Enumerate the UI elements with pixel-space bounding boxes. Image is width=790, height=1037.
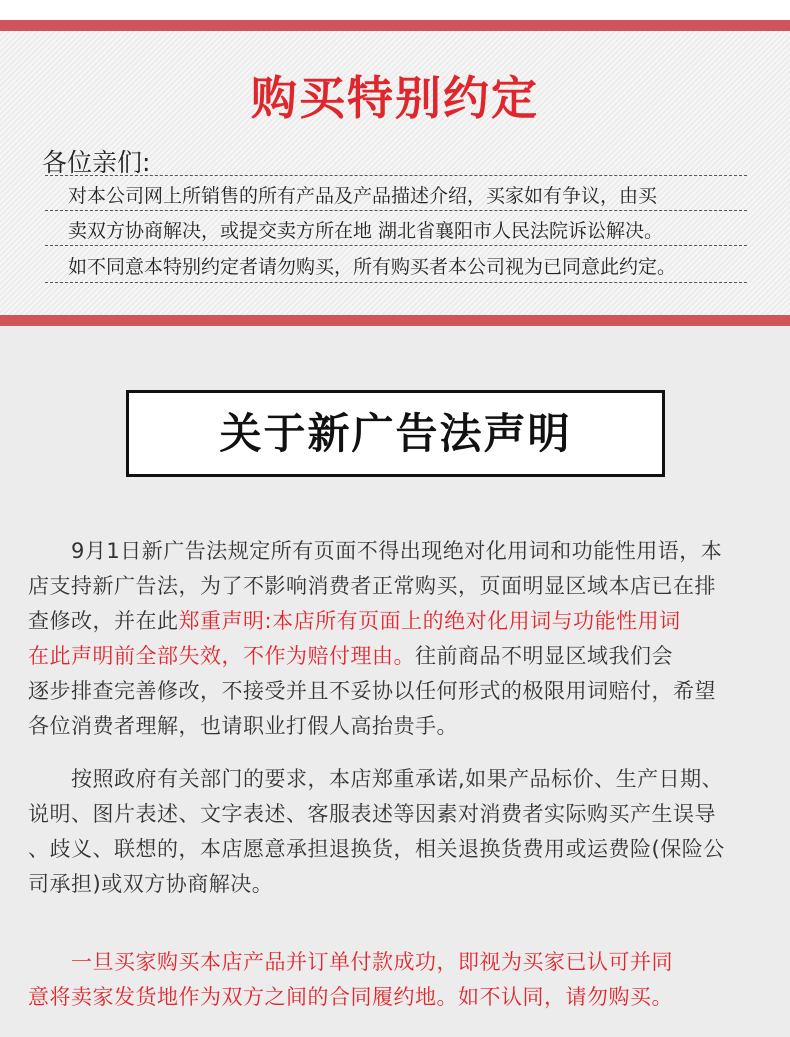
divider bbox=[45, 245, 747, 246]
paragraph-line: 按照政府有关部门的要求，本店郑重承诺,如果产品标价、生产日期、 bbox=[28, 767, 724, 791]
paragraph-line: 说明、图片表述、文字表述、客服表述等因素对消费者实际购买产生误导 bbox=[28, 802, 716, 826]
paragraph-line: 、歧义、联想的，本店愿意承担退换货，相关退换货费用或运费险(保险公 bbox=[28, 837, 725, 861]
highlighted-text: 郑重声明:本店所有页面上的绝对化用词与功能性用词 bbox=[178, 609, 681, 633]
text: 查修改，并在此 bbox=[28, 609, 179, 633]
paragraph-line bbox=[28, 640, 673, 670]
paragraph-line: 各位消费者理解，也请职业打假人高抬贵手。 bbox=[28, 714, 458, 738]
agreement-line: 如不同意本特别约定者请勿购买，所有购买者本公司视为已同意此约定。 bbox=[68, 256, 677, 278]
greeting: 各位亲们: bbox=[42, 148, 151, 177]
red-band-top bbox=[0, 20, 790, 31]
divider bbox=[45, 175, 747, 176]
paragraph-line: 一旦买家购买本店产品并订单付款成功，即视为买家已认可并同 bbox=[28, 950, 673, 974]
divider bbox=[45, 282, 747, 283]
paragraph-line: 9月1日新广告法规定所有页面不得出现绝对化用词和功能性用语，本 bbox=[28, 539, 723, 563]
paragraph-line bbox=[28, 605, 681, 635]
paragraph-line: 意将卖家发货地作为双方之间的合同履约地。如不认同，请勿购买。 bbox=[28, 985, 673, 1009]
agreement-title: 购买特别约定 bbox=[251, 71, 539, 125]
declaration-title: 关于新广告法声明 bbox=[126, 390, 665, 477]
agreement-line: 卖双方协商解决，或提交卖方所在地 湖北省襄阳市人民法院诉讼解决。 bbox=[68, 220, 664, 242]
paragraph-line: 逐步排查完善修改，不接受并且不妥协以任何形式的极限用词赔付，希望 bbox=[28, 679, 716, 703]
paragraph-line: 店支持新广告法，为了不影响消费者正常购买，页面明显区域本店已在排 bbox=[28, 574, 716, 598]
text: 往前商品不明显区域我们会 bbox=[415, 644, 673, 668]
top-margin bbox=[0, 0, 790, 20]
paragraph-line: 司承担)或双方协商解决。 bbox=[28, 872, 274, 896]
divider bbox=[45, 210, 747, 211]
red-band-bottom bbox=[0, 315, 790, 326]
highlighted-text: 在此声明前全部失效，不作为赔付理由。 bbox=[28, 644, 415, 668]
agreement-line: 对本公司网上所销售的所有产品及产品描述介绍，买家如有争议，由买 bbox=[68, 185, 658, 207]
